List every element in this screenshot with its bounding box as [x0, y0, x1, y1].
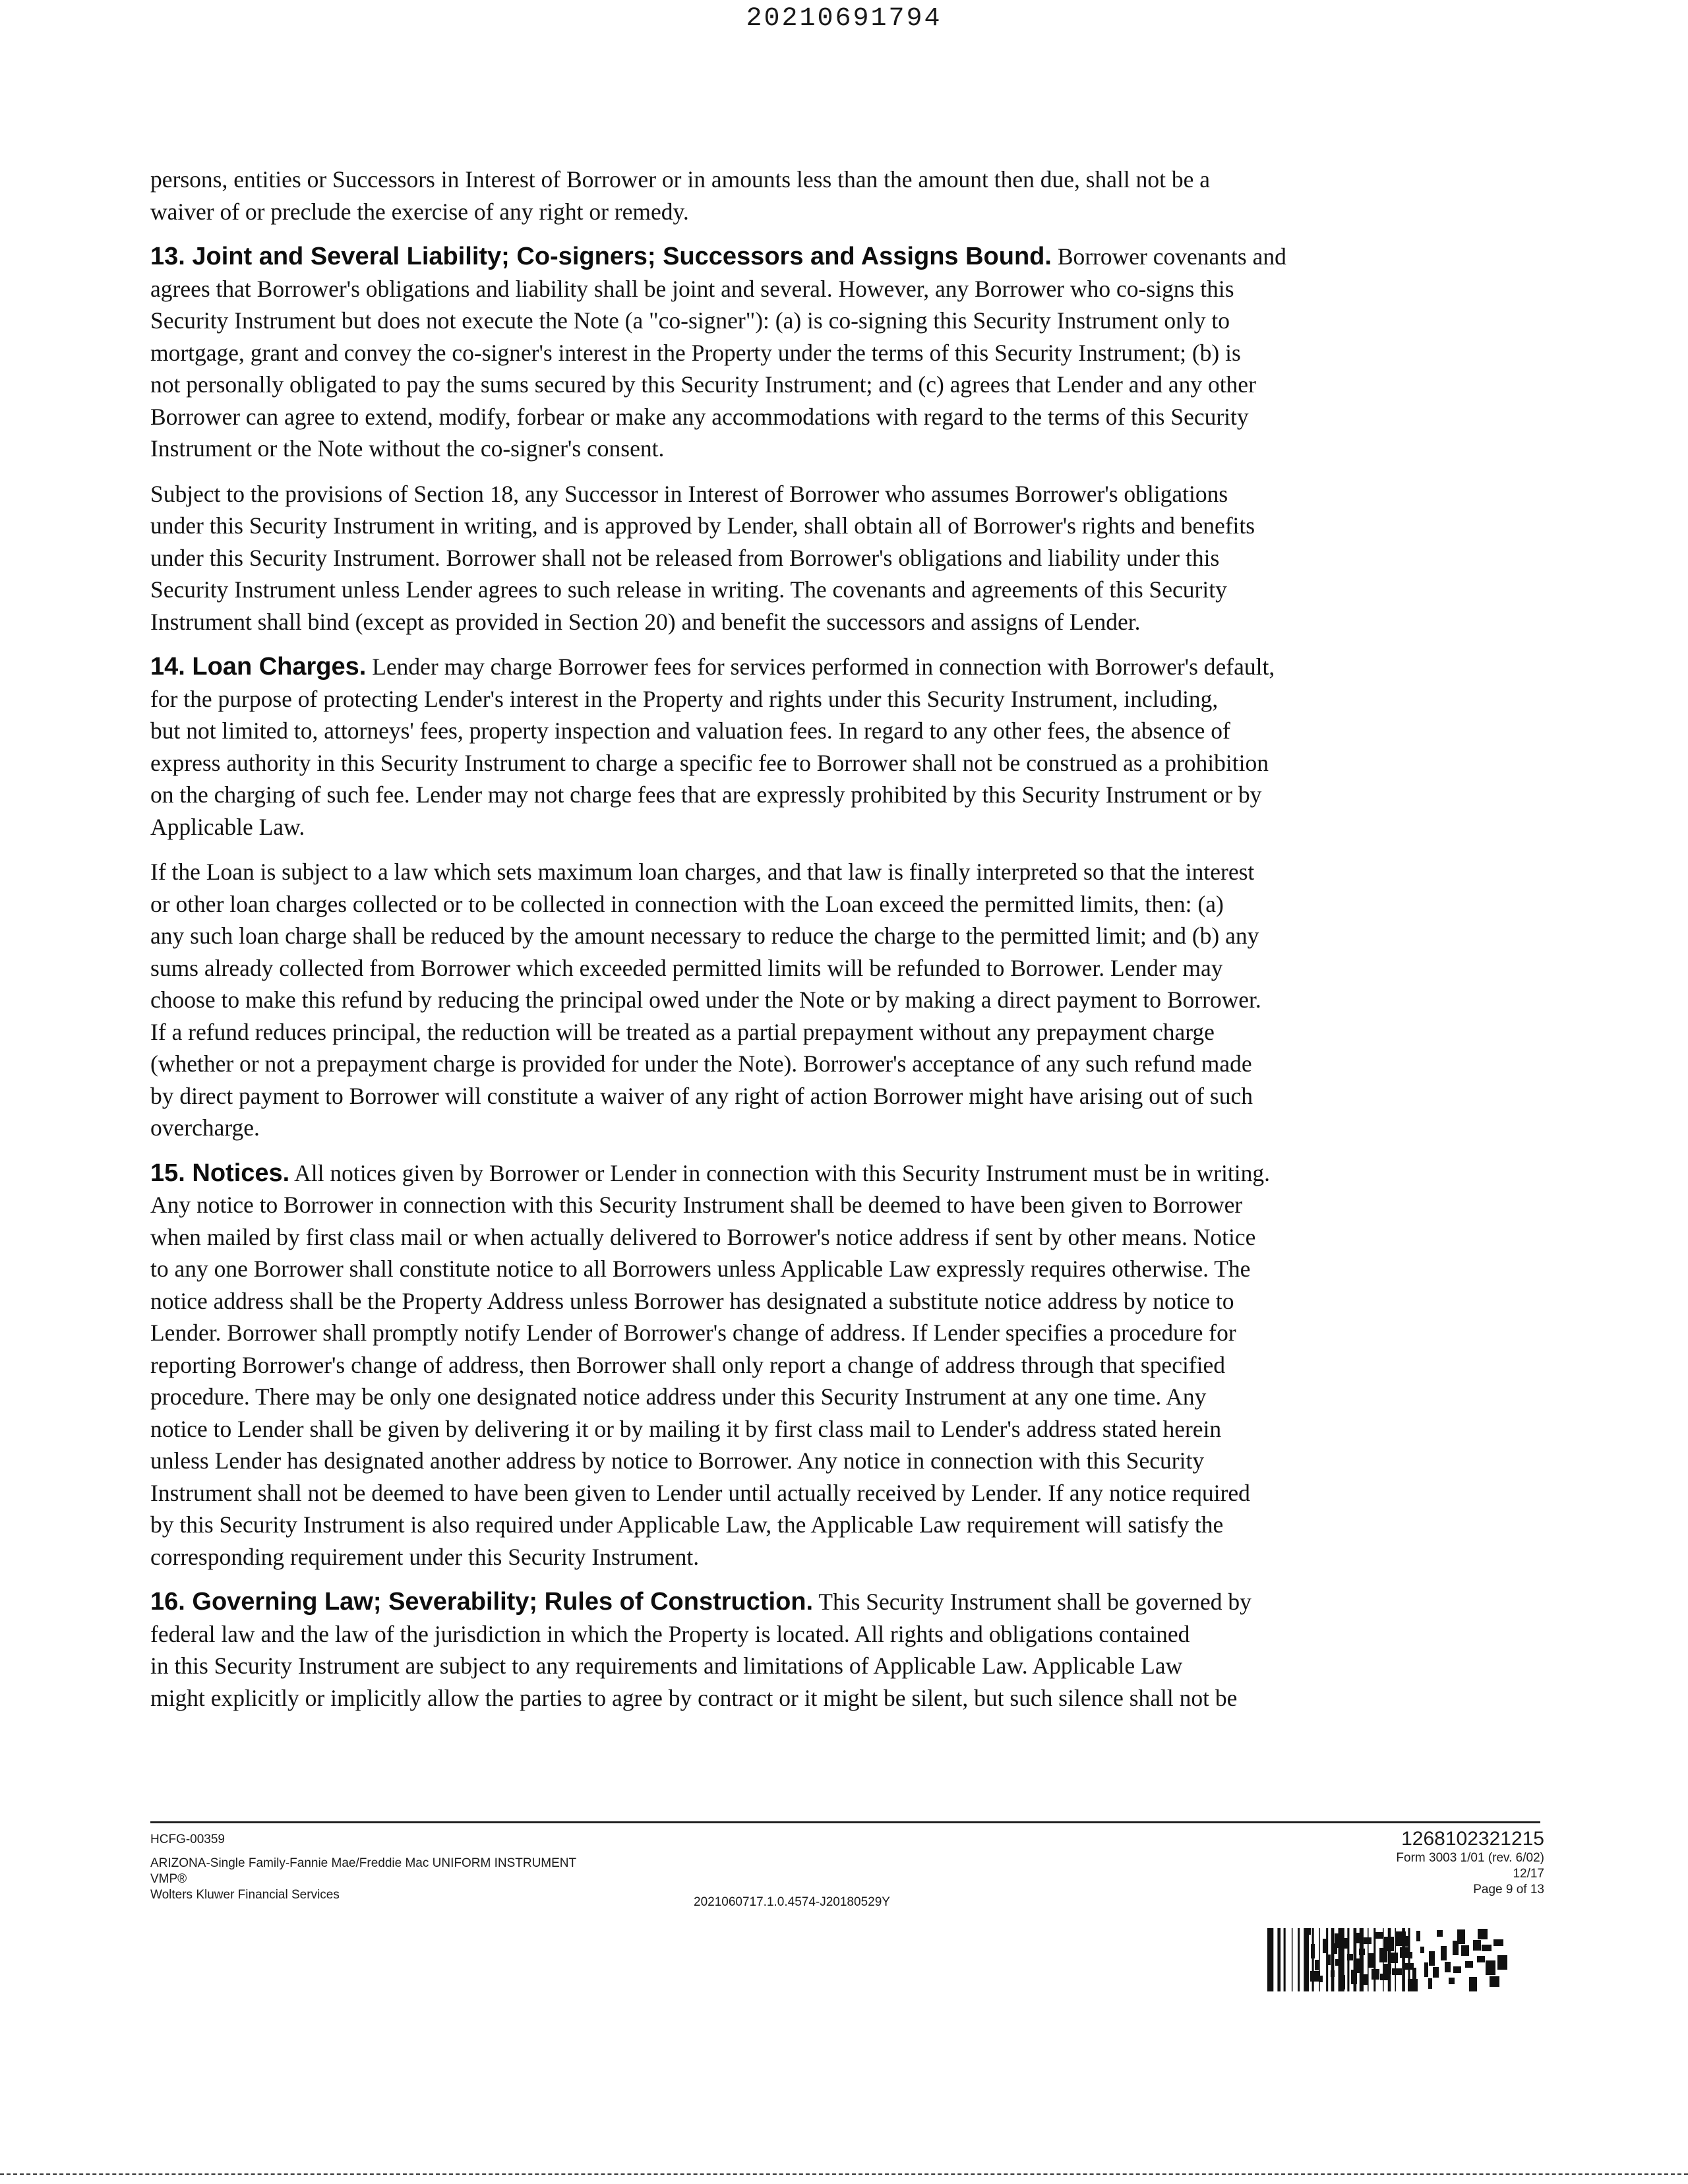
text-line: Security Instrument unless Lender agrees to such release in writing. The covenants and agreements of this Security: [150, 576, 1227, 603]
text-line: in this Security Instrument are subject to any requirements and limitations of Applicable Law. Applicable Law: [150, 1653, 1183, 1679]
form-code: HCFG-00359: [150, 1833, 225, 1846]
text-line: procedure. There may be only one designated notice address under this Security Instrument at any one time. Any: [150, 1383, 1207, 1410]
section-15-paragraph: [150, 1157, 1535, 1573]
text-line: notice address shall be the Property Address unless Borrower has designated a substitute notice address by notice to: [150, 1287, 1234, 1314]
section-13-paragraph: [150, 241, 1535, 465]
page-number: Page 9 of 13: [1473, 1883, 1544, 1896]
text-line: Borrower can agree to extend, modify, forbear or make any accommodations with regard to the terms of this Security: [150, 403, 1249, 430]
text-line: Security Instrument but does not execute the Note (a "co-signer"): (a) is co-signing this Security Instrument only to: [150, 307, 1230, 334]
section-14-paragraph: [150, 651, 1535, 843]
text-line: Borrower covenants and: [1051, 243, 1286, 270]
page-edge-divider: [0, 2173, 1688, 2175]
text-line: Instrument or the Note without the co-signer's consent.: [150, 435, 665, 462]
text-line: to any one Borrower shall constitute notice to all Borrowers unless Applicable Law expressly requires otherwise. The: [150, 1256, 1251, 1282]
form-revision: 12/17: [1513, 1867, 1544, 1881]
text-line: but not limited to, attorneys' fees, property inspection and valuation fees. In regard to any other fees, the absence of: [150, 717, 1230, 744]
text-line: express authority in this Security Instrument to charge a specific fee to Borrower shall not be construed as a prohibition: [150, 749, 1269, 776]
document-recording-number: 20210691794: [746, 4, 942, 34]
text-line: sums already collected from Borrower which exceeded permitted limits will be refunded to Borrower. Lender may: [150, 954, 1223, 981]
section-16-heading: 16. Governing Law; Severability; Rules of Construction.: [150, 1588, 814, 1616]
text-line: under this Security Instrument. Borrower shall not be released from Borrower's obligations and liability under this: [150, 544, 1220, 571]
text-line: (whether or not a prepayment charge is provided for under the Note). Borrower's acceptance of any such refund made: [150, 1050, 1252, 1077]
text-line: If the Loan is subject to a law which sets maximum loan charges, and that law is finally interpreted so that the interest: [150, 859, 1255, 885]
paragraph-continuation: [150, 164, 1535, 228]
text-line: not personally obligated to pay the sums secured by this Security Instrument; and (c) agrees that Lender and any other: [150, 371, 1256, 398]
text-line: might explicitly or implicitly allow the parties to agree by contract or it might be silent, but such silence shall not be: [150, 1684, 1238, 1711]
text-line: unless Lender has designated another address by notice to Borrower. Any notice in connection with this Security: [150, 1447, 1205, 1474]
text-line: notice to Lender shall be given by delivering it or by mailing it by first class mail to Lender's address stated herein: [150, 1415, 1222, 1442]
text-line: agrees that Borrower's obligations and liability shall be joint and several. However, any Borrower who co-signs this: [150, 275, 1234, 302]
text-line: mortgage, grant and convey the co-signer's interest in the Property under the terms of this Security Instrument; (b) is: [150, 339, 1241, 366]
vmp-mark: VMP®: [150, 1872, 187, 1886]
footer-form-info: [150, 1832, 576, 1903]
loan-number: 1268102321215: [1401, 1828, 1544, 1850]
text-line: All notices given by Borrower or Lender in connection with this Security Instrument must be in writing.: [289, 1159, 1271, 1186]
section-13-heading: 13. Joint and Several Liability; Co-signers; Successors and Assigns Bound.: [150, 243, 1052, 270]
text-line: Applicable Law.: [150, 813, 305, 840]
text-line: Subject to the provisions of Section 18, any Successor in Interest of Borrower who assumes Borrower's obligations: [150, 480, 1228, 507]
text-line: by this Security Instrument is also required under Applicable Law, the Applicable Law requirement will satisfy the: [150, 1511, 1224, 1538]
text-line: Any notice to Borrower in connection with this Security Instrument shall be deemed to have been given to Borrower: [150, 1192, 1243, 1218]
text-line: by direct payment to Borrower will constitute a waiver of any right of action Borrower might have arising out of such: [150, 1082, 1253, 1109]
footer-page-info: [1396, 1828, 1544, 1898]
text-line: under this Security Instrument in writing, and is approved by Lender, shall obtain all of Borrower's rights and benefits: [150, 512, 1255, 539]
text-line: corresponding requirement under this Security Instrument.: [150, 1543, 700, 1570]
section-15-heading: 15. Notices.: [150, 1159, 290, 1187]
text-line: for the purpose of protecting Lender's interest in the Property and rights under this Security Instrument, including,: [150, 685, 1219, 712]
text-line: Instrument shall bind (except as provided in Section 20) and benefit the successors and assigns of Lender.: [150, 608, 1141, 635]
text-line: Instrument shall not be deemed to have been given to Lender until actually received by Lender. If any notice required: [150, 1479, 1250, 1506]
text-line: reporting Borrower's change of address, then Borrower shall only report a change of address through that specified: [150, 1351, 1226, 1378]
text-line: or other loan charges collected or to be collected in connection with the Loan exceed the permitted limits, then: (a): [150, 890, 1224, 917]
text-line: any such loan charge shall be reduced by the amount necessary to reduce the charge to the permitted limit; and (b) any: [150, 923, 1259, 949]
text-line: Lender may charge Borrower fees for services performed in connection with Borrower's default,: [366, 653, 1275, 680]
instrument-title: ARIZONA-Single Family-Fannie Mae/Freddie Mac UNIFORM INSTRUMENT: [150, 1856, 577, 1870]
successors-paragraph: [150, 478, 1535, 638]
section-16-paragraph: [150, 1586, 1535, 1714]
loan-limit-paragraph: [150, 856, 1535, 1144]
document-id: 2021060717.1.0.4574-J20180529Y: [694, 1895, 890, 1909]
text-line: persons, entities or Successors in Interest of Borrower or in amounts less than the amount then due, shall not be a: [150, 166, 1211, 193]
text-line: on the charging of such fee. Lender may not charge fees that are expressly prohibited by this Security Instrument or by: [150, 781, 1262, 808]
section-14-heading: 14. Loan Charges.: [150, 653, 367, 681]
publisher-name: Wolters Kluwer Financial Services: [150, 1888, 340, 1902]
text-line: when mailed by first class mail or when actually delivered to Borrower's notice address if sent by other means. Notice: [150, 1223, 1256, 1250]
text-line: federal law and the law of the jurisdiction in which the Property is located. All rights and obligations contained: [150, 1620, 1190, 1647]
document-body: [150, 164, 1535, 1727]
text-line: overcharge.: [150, 1114, 260, 1141]
form-number: Form 3003 1/01 (rev. 6/02): [1396, 1851, 1544, 1865]
barcode-icon: [1267, 1928, 1544, 1991]
footer-divider: [150, 1821, 1540, 1823]
text-line: choose to make this refund by reducing the principal owed under the Note or by making a direct payment to Borrower.: [150, 986, 1261, 1013]
text-line: If a refund reduces principal, the reduction will be treated as a partial prepayment without any prepayment charge: [150, 1018, 1215, 1045]
text-line: Lender. Borrower shall promptly notify Lender of Borrower's change of address. If Lender specifies a procedure for: [150, 1320, 1236, 1346]
text-line: waiver of or preclude the exercise of any right or remedy.: [150, 198, 689, 225]
text-line: This Security Instrument shall be governed by: [813, 1589, 1251, 1615]
